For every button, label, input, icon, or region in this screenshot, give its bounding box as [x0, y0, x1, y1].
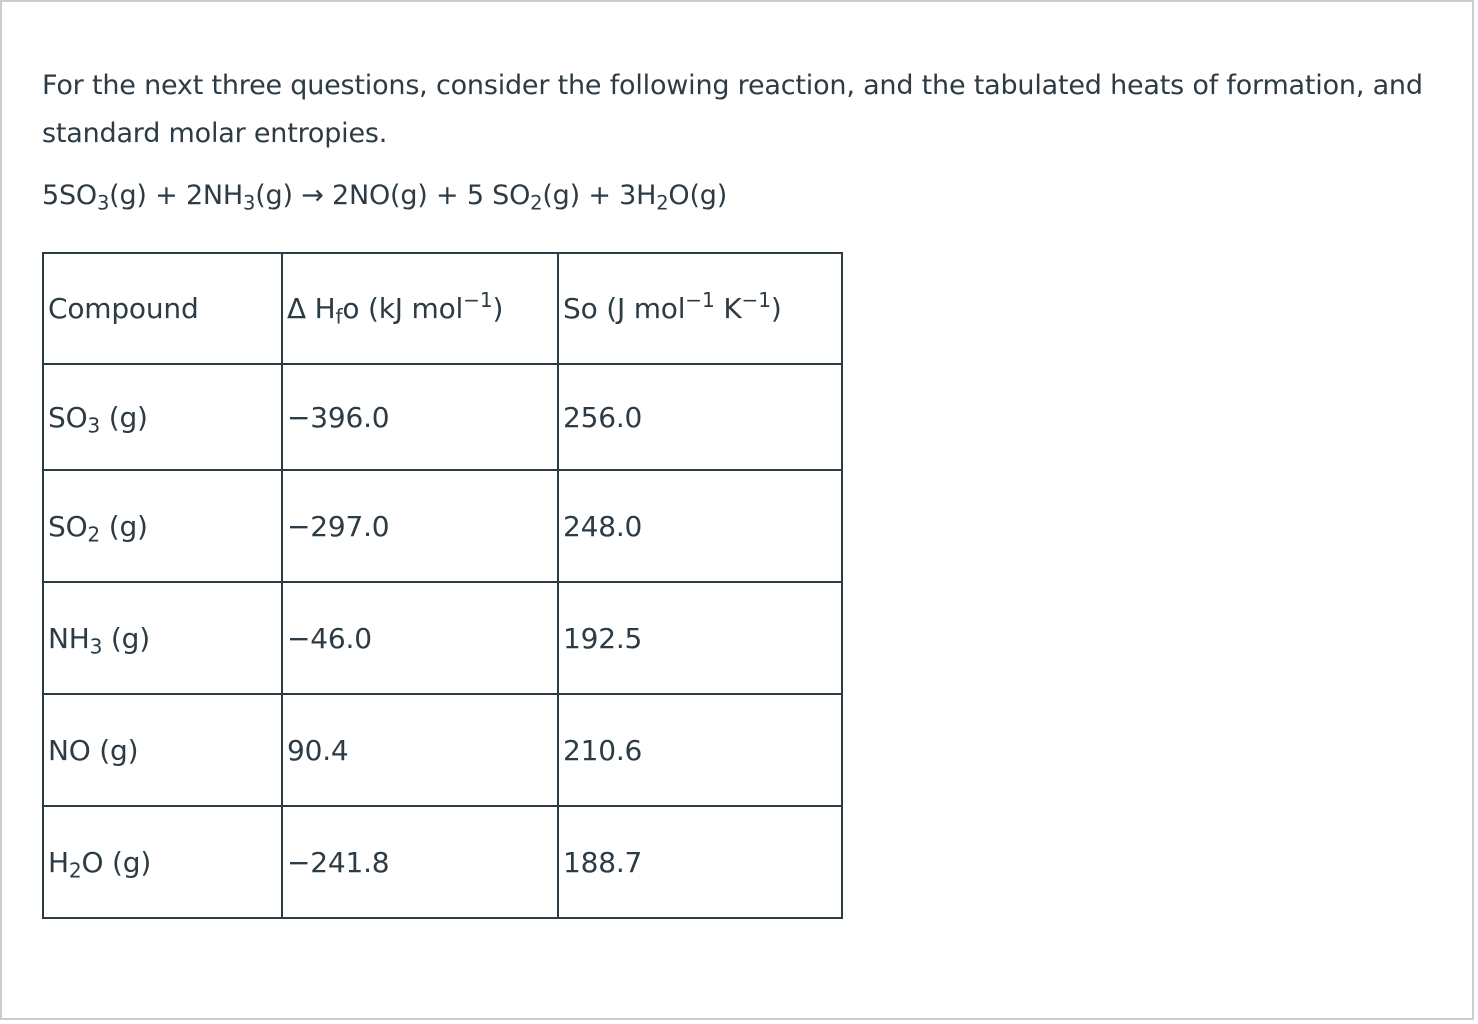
eq-subscript: 3: [96, 191, 110, 215]
compound-cell: [43, 582, 282, 694]
thermo-data-table: [42, 252, 843, 919]
reaction-equation: [42, 178, 1442, 214]
header-sup: −1: [685, 287, 715, 312]
intro-text: For the next three questions, consider the following reaction, and the tabulated heats of formation, and standard molar entropies.: [42, 70, 1423, 149]
eq-part: O(g): [668, 180, 728, 211]
compound-cell: [43, 364, 282, 470]
compound-sub: 3: [89, 634, 103, 659]
table-row: [43, 694, 842, 806]
entropy-cell: 192.5: [558, 582, 842, 694]
compound-cell: [43, 470, 282, 582]
compound-sub: 2: [68, 858, 82, 883]
eq-part: (g) + 3H: [542, 180, 657, 211]
table-row: [43, 364, 842, 470]
header-text: ): [492, 292, 504, 325]
compound-cell: [43, 806, 282, 918]
header-text: (J mol: [597, 292, 686, 325]
compound-text: (g): [100, 509, 148, 543]
header-text: o: [580, 292, 598, 325]
compound-text: (g): [102, 621, 150, 655]
table-row: [43, 582, 842, 694]
eq-part: (g) + 2NH: [109, 180, 244, 211]
header-text: S: [563, 292, 581, 325]
compound-text: H: [48, 845, 69, 879]
table-row: [43, 470, 842, 582]
header-sup: −1: [741, 287, 771, 312]
header-text: K: [714, 292, 742, 325]
header-text: ): [770, 292, 782, 325]
enthalpy-cell: −396.0: [282, 364, 558, 470]
header-enthalpy: [282, 253, 558, 364]
compound-text: NO (g): [48, 733, 139, 767]
compound-sub: 3: [87, 413, 101, 438]
header-sup: −1: [463, 287, 493, 312]
eq-part: (g) → 2NO(g) + 5 SO: [255, 180, 531, 211]
enthalpy-cell: 90.4: [282, 694, 558, 806]
question-content: [42, 62, 1442, 214]
header-text: o (kJ mol: [342, 292, 464, 325]
header-text: Δ H: [287, 292, 336, 325]
enthalpy-cell: −297.0: [282, 470, 558, 582]
compound-cell: [43, 694, 282, 806]
enthalpy-cell: −46.0: [282, 582, 558, 694]
header-compound: Compound: [43, 253, 282, 364]
entropy-cell: 210.6: [558, 694, 842, 806]
eq-subscript: 3: [243, 191, 256, 215]
entropy-cell: 248.0: [558, 470, 842, 582]
compound-text: SO: [48, 509, 88, 543]
header-entropy: [558, 253, 842, 364]
compound-sub: 2: [87, 522, 101, 547]
table-row: [43, 806, 842, 918]
eq-part: 5SO: [42, 180, 97, 211]
compound-text: NH: [48, 621, 90, 655]
entropy-cell: 188.7: [558, 806, 842, 918]
eq-subscript: 2: [530, 191, 543, 215]
entropy-cell: 256.0: [558, 364, 842, 470]
eq-subscript: 2: [656, 191, 669, 215]
compound-text: O (g): [81, 845, 152, 879]
table-header-row: [43, 253, 842, 364]
compound-text: (g): [100, 400, 148, 434]
compound-text: SO: [48, 400, 88, 434]
enthalpy-cell: −241.8: [282, 806, 558, 918]
header-sub: f: [335, 304, 343, 329]
